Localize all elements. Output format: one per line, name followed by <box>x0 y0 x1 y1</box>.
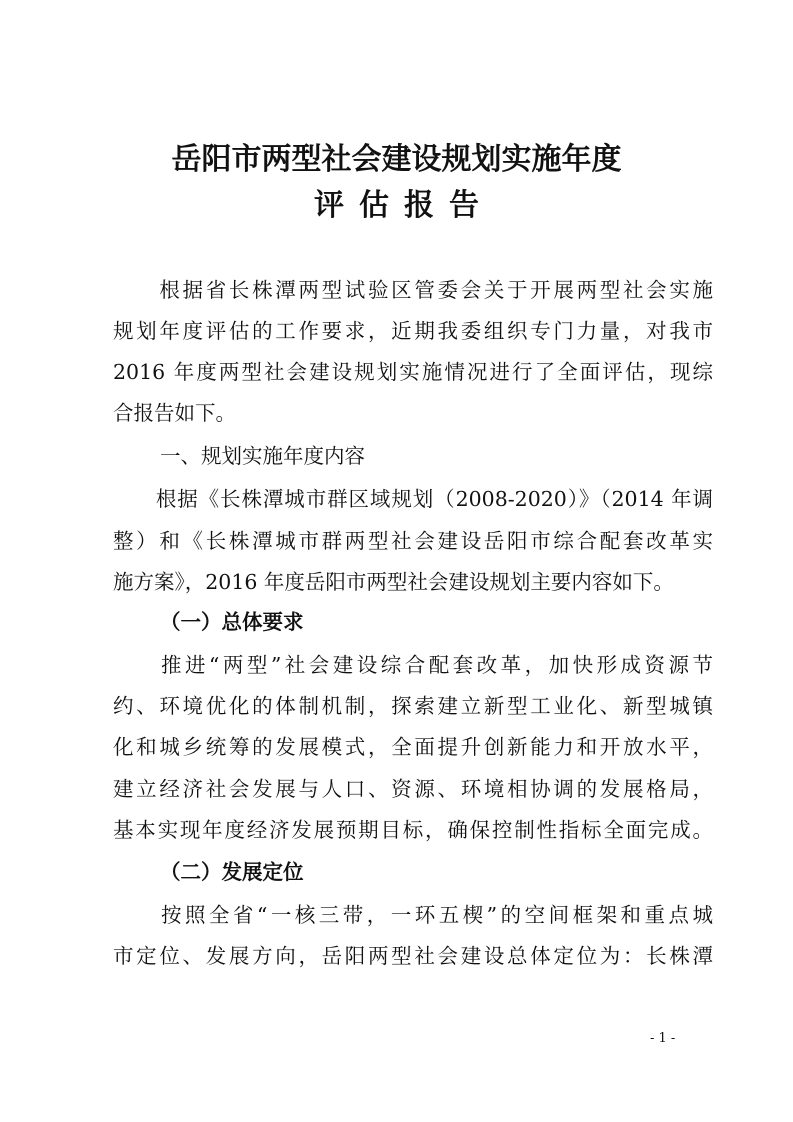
paragraph-intro-line-2: 规划年度评估的工作要求，近期我委组织专门力量，对我市 <box>113 319 713 343</box>
paragraph-intro-line-3: 2016 年度两型社会建设规划实施情况进行了全面评估，现综 <box>113 360 713 384</box>
paragraph-requirement-line-2: 约、环境优化的体制机制，探索建立新型工业化、新型城镇 <box>113 694 713 718</box>
paragraph-plan-line-2: 整）和《长株潭城市群两型社会建设岳阳市综合配套改革实 <box>113 529 713 553</box>
paragraph-requirement-line-4: 建立经济社会发展与人口、资源、环境相协调的发展格局， <box>113 777 713 801</box>
paragraph-plan-line-3: 施方案》，2016 年度岳阳市两型社会建设规划主要内容如下。 <box>113 570 674 594</box>
subsection-heading-overall: （一）总体要求 <box>160 610 304 634</box>
section-heading-1: 一、规划实施年度内容 <box>160 444 365 468</box>
paragraph-requirement-line-5: 基本实现年度经济发展预期目标，确保控制性指标全面完成。 <box>113 818 713 842</box>
paragraph-positioning-line-2: 市定位、发展方向，岳阳两型社会建设总体定位为：长株潭 <box>113 944 713 968</box>
document-title-line2: 评估报告 <box>314 188 494 223</box>
paragraph-requirement-line-1: 推进“两型”社会建设综合配套改革，加快形成资源节 <box>113 653 713 677</box>
paragraph-plan-line-1: 根据《长株潭城市群区域规划（2008-2020）》（2014 年调 <box>113 487 713 511</box>
paragraph-requirement-line-3: 化和城乡统筹的发展模式，全面提升创新能力和开放水平， <box>113 735 713 759</box>
paragraph-intro-line-4: 合报告如下。 <box>113 401 236 425</box>
paragraph-positioning-line-1: 按照全省“一核三带，一环五楔”的空间框架和重点城 <box>113 903 713 927</box>
subsection-heading-positioning: （二）发展定位 <box>160 860 304 884</box>
page-number: - 1 - <box>650 1031 676 1046</box>
paragraph-intro-line-1: 根据省长株潭两型试验区管委会关于开展两型社会实施 <box>113 278 713 302</box>
document-title-line1: 岳阳市两型社会建设规划实施年度 <box>171 142 622 177</box>
